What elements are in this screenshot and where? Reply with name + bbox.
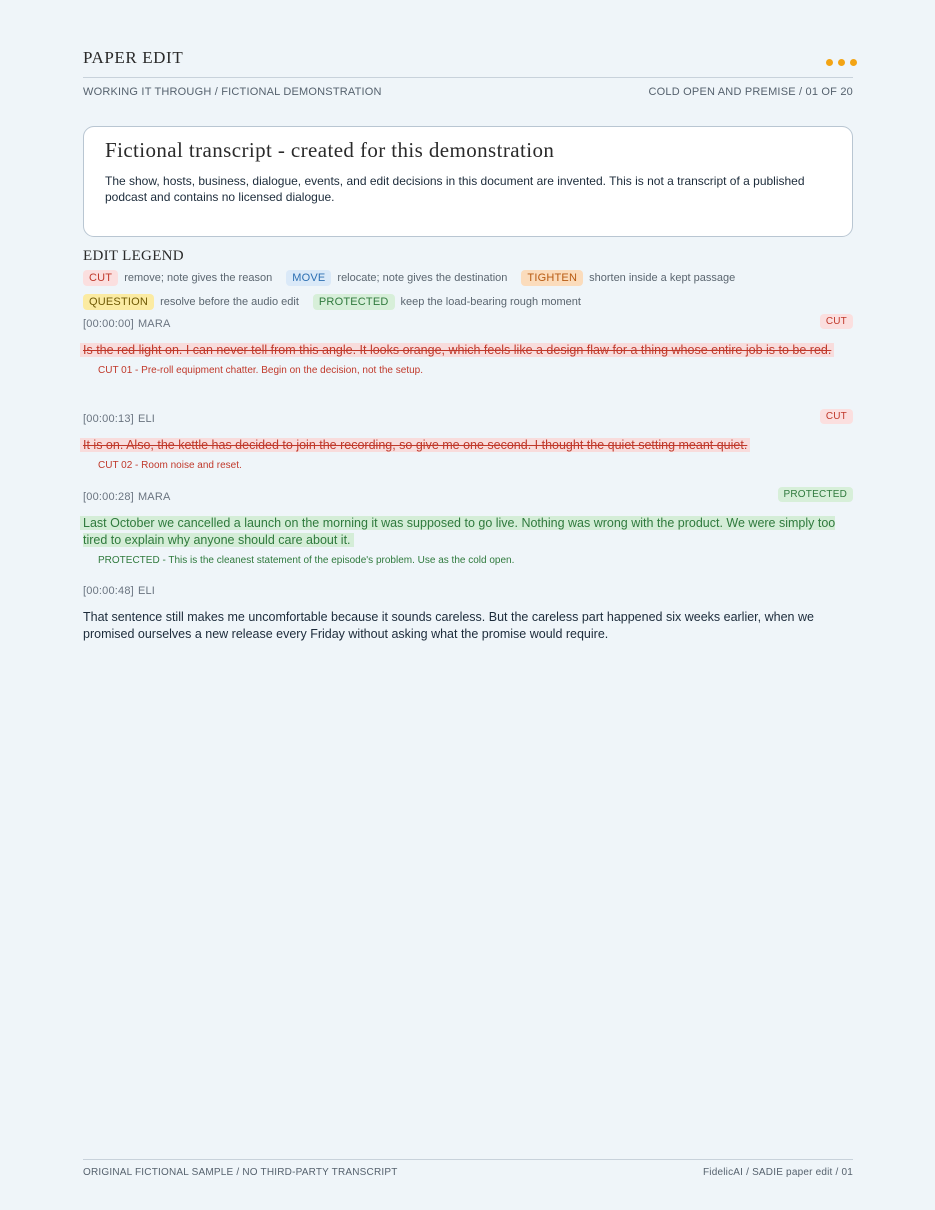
legend-tag-protected: PROTECTED xyxy=(313,294,395,310)
entry-meta xyxy=(83,585,853,601)
legend-tag-move: MOVE xyxy=(286,270,331,286)
legend-row-1 xyxy=(83,270,749,286)
legend-desc-question: resolve before the audio edit xyxy=(160,296,299,308)
notice-heading: Fictional transcript - created for this demonstration xyxy=(105,138,555,162)
edit-tag-badge: CUT xyxy=(820,314,853,329)
legend-tag-question: QUESTION xyxy=(83,294,154,310)
entry-meta xyxy=(83,413,853,429)
edit-tag-badge: CUT xyxy=(820,409,853,424)
footer-left: ORIGINAL FICTIONAL SAMPLE / NO THIRD-PARTY TRANSCRIPT xyxy=(83,1167,398,1178)
page-title: PAPER EDIT xyxy=(83,48,184,67)
entry-meta xyxy=(83,318,853,334)
edit-tag-badge: PROTECTED xyxy=(778,487,853,502)
legend-desc-protected: keep the load-bearing rough moment xyxy=(400,296,581,308)
speaker-name: ELI xyxy=(137,413,156,425)
notice-text: The show, hosts, business, dialogue, events, and edit decisions in this document are invented. This is not a transcript of a published podcast and contains no licensed dialogue. xyxy=(105,174,805,204)
breadcrumb: WORKING IT THROUGH / FICTIONAL DEMONSTRATION xyxy=(83,86,382,98)
transcript-entry xyxy=(83,585,853,643)
timestamp: [00:00:28] xyxy=(83,491,134,503)
edit-note: CUT 02 - Room noise and reset. xyxy=(98,460,242,471)
subheader xyxy=(83,86,853,98)
timestamp: [00:00:13] xyxy=(83,413,134,425)
footer-divider xyxy=(83,1159,853,1160)
transcript-text[interactable]: Last October we cancelled a launch on the morning it was supposed to go live. Nothing was wrong with the product. We were simply too tired to explain why anyone should care about it. xyxy=(83,516,836,547)
page-footer xyxy=(83,1167,853,1178)
legend-desc-cut: remove; note gives the reason xyxy=(124,272,273,284)
timestamp: [00:00:00] xyxy=(83,318,134,330)
edit-note: PROTECTED - This is the cleanest statement of the episode's problem. Use as the cold open. xyxy=(98,555,515,566)
legend-tag-cut: CUT xyxy=(83,270,118,286)
speaker-name: ELI xyxy=(137,585,156,597)
fiction-notice-card xyxy=(83,126,853,237)
footer-right: FidelicAI / SADIE paper edit / 01 xyxy=(702,1167,853,1178)
transcript-text[interactable]: That sentence still makes me uncomfortable because it sounds careless. But the careless part happened six weeks earlier, when we promised ourselves a new release every Friday without asking what the promise would require. xyxy=(83,610,814,641)
section-indicator: COLD OPEN AND PREMISE / 01 OF 20 xyxy=(648,86,853,98)
transcript-entry xyxy=(83,413,853,471)
header-divider xyxy=(83,77,853,78)
speaker-name: MARA xyxy=(137,491,171,503)
edit-note: CUT 01 - Pre-roll equipment chatter. Begin on the decision, not the setup. xyxy=(98,365,423,376)
legend-desc-move: relocate; note gives the destination xyxy=(337,272,508,284)
more-options-icon[interactable] xyxy=(821,53,857,71)
transcript-text[interactable]: Is the red light on. I can never tell from this angle. It looks orange, which feels like a design flaw for a thing whose entire job is to be red. xyxy=(83,343,832,357)
legend-tag-tighten: TIGHTEN xyxy=(521,270,583,286)
legend-title: EDIT LEGEND xyxy=(83,248,184,264)
transcript-entry xyxy=(83,318,853,376)
legend-row-2 xyxy=(83,294,595,310)
timestamp: [00:00:48] xyxy=(83,585,134,597)
legend-desc-tighten: shorten inside a kept passage xyxy=(589,272,736,284)
transcript-entry xyxy=(83,491,853,566)
page-header xyxy=(83,48,853,70)
entry-meta xyxy=(83,491,853,507)
transcript-text[interactable]: It is on. Also, the kettle has decided to join the recording, so give me one second. I thought the quiet setting meant quiet. xyxy=(83,438,748,452)
speaker-name: MARA xyxy=(137,318,171,330)
